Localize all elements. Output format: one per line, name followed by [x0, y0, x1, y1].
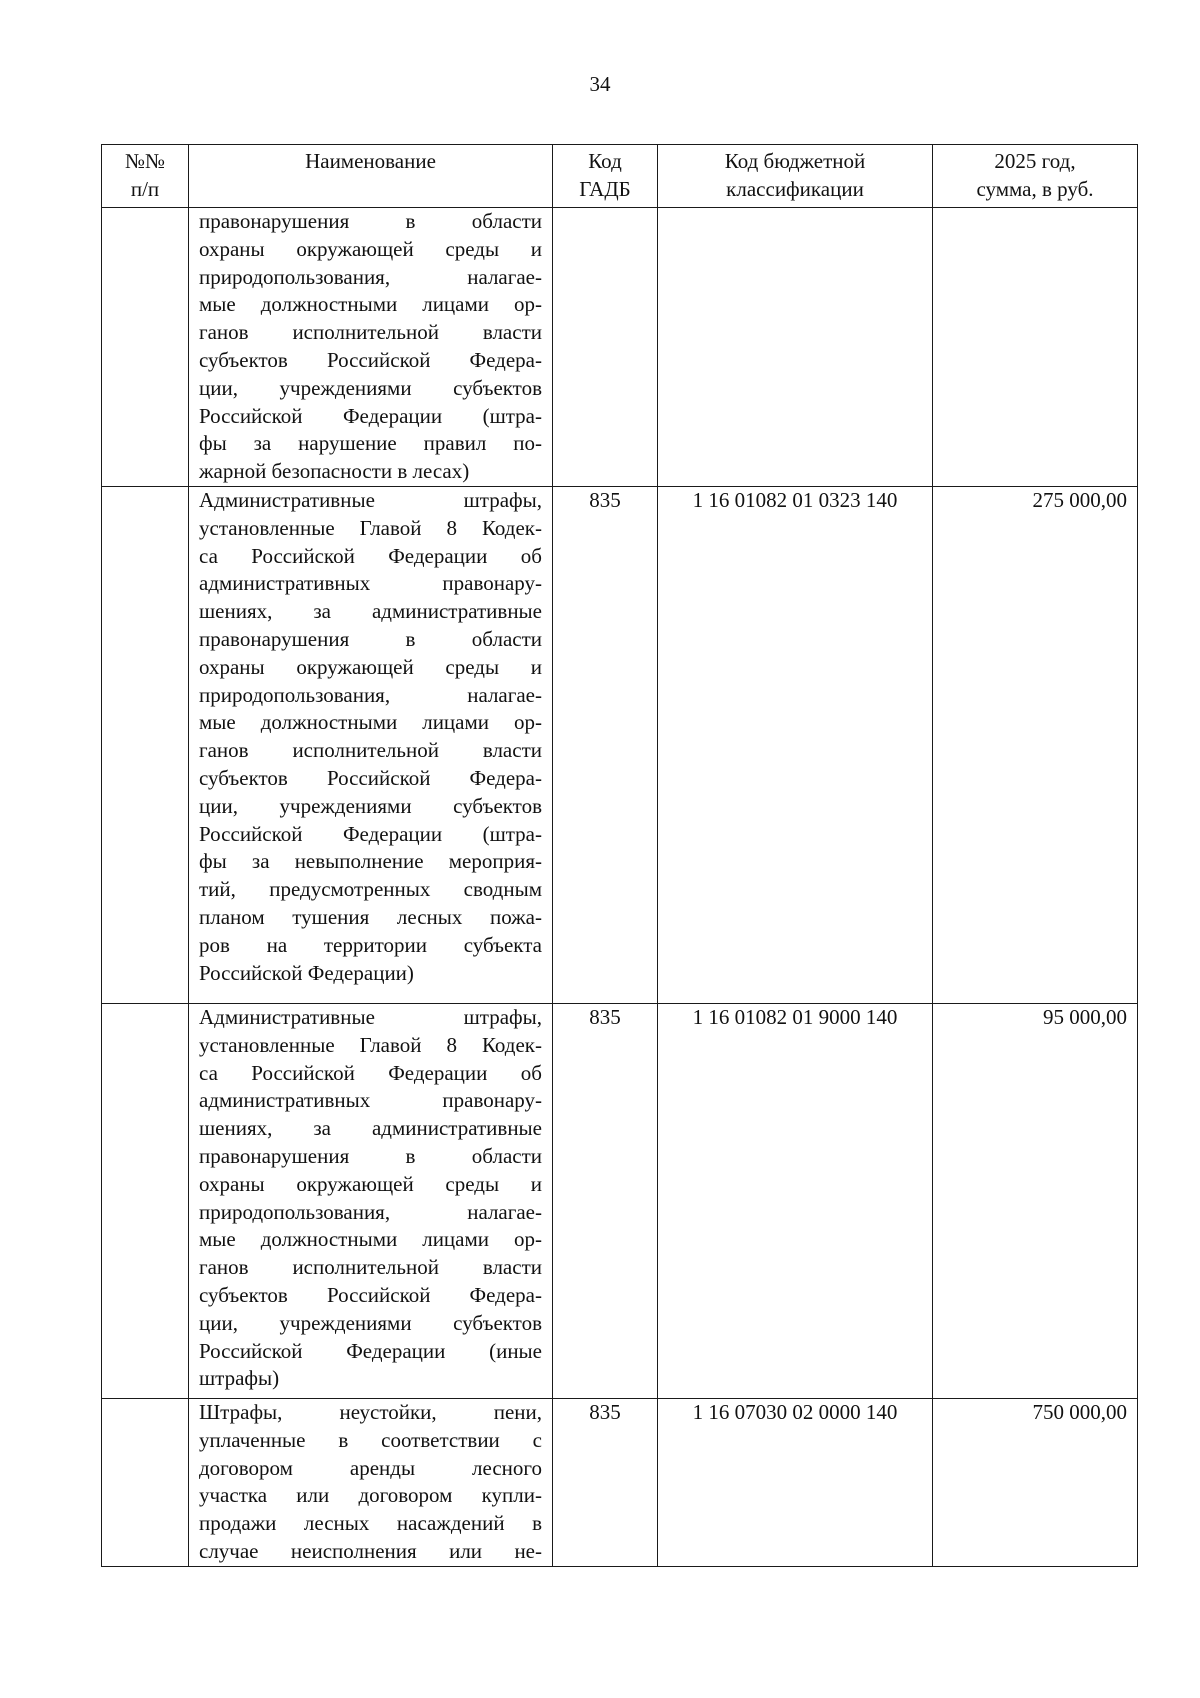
- row-name-line: субъектов Российской Федера-: [199, 347, 542, 372]
- header-kbk: [658, 145, 933, 208]
- row-name-line: правонарушения в области: [199, 209, 542, 233]
- row-name-line: мые должностными лицами ор-: [199, 1227, 542, 1252]
- row-name-cell: [189, 487, 553, 1004]
- row-name-line: ганов исполнительной власти: [199, 1255, 542, 1280]
- header-row: [102, 145, 1138, 208]
- table-header: [102, 145, 1138, 208]
- row-name-line: охраны окружающей среды и: [199, 654, 542, 679]
- row-name-line: фы за нарушение правил по-: [199, 431, 542, 456]
- row-kbk-cell: 1 16 01082 01 0323 140: [658, 487, 933, 1004]
- table-row: [102, 208, 1138, 487]
- header-kbk-line: Код бюджетной: [724, 149, 866, 173]
- row-name-line: ганов исполнительной власти: [199, 320, 542, 345]
- row-name-line: мые должностными лицами ор-: [199, 710, 542, 735]
- row-name-line: субъектов Российской Федера-: [199, 1282, 542, 1307]
- header-amount: [933, 145, 1138, 208]
- row-name-line: ганов исполнительной власти: [199, 738, 542, 763]
- row-name-line: участка или договором купли-: [199, 1483, 542, 1508]
- row-name-line: мые должностными лицами ор-: [199, 292, 542, 317]
- table-row: [102, 1004, 1138, 1399]
- row-name-line: природопользования, налагае-: [199, 264, 542, 289]
- row-name-line: административных правонару-: [199, 1088, 542, 1113]
- row-name-line: Административные штрафы,: [199, 1005, 542, 1029]
- row-kbk-cell: [658, 208, 933, 487]
- row-gadb-cell: [553, 208, 658, 487]
- table-body: [102, 208, 1138, 1567]
- row-name-line: охраны окружающей среды и: [199, 1171, 542, 1196]
- row-name-line: шениях, за административные: [199, 1116, 542, 1141]
- row-amount-cell: 750 000,00: [933, 1399, 1138, 1567]
- row-name-line: охраны окружающей среды и: [199, 236, 542, 261]
- row-name-cell: [189, 1004, 553, 1399]
- row-name-line: природопользования, налагае-: [199, 1199, 542, 1224]
- row-name-line: фы за невыполнение мероприя-: [199, 849, 542, 874]
- header-name-line: Наименование: [305, 149, 436, 173]
- row-name-line: ции, учреждениями субъектов: [199, 793, 542, 818]
- row-gadb-cell: 835: [553, 1399, 658, 1567]
- row-number-cell: [102, 1399, 189, 1567]
- header-gadb: [553, 145, 658, 208]
- row-name-line: Административные штрафы,: [199, 488, 542, 512]
- row-name-line: ров на территории субъекта: [199, 932, 542, 957]
- header-kbk-line: классификации: [726, 177, 864, 201]
- header-amount-line: сумма, в руб.: [976, 177, 1094, 201]
- row-amount-cell: 95 000,00: [933, 1004, 1138, 1399]
- row-number-cell: [102, 1004, 189, 1399]
- row-name-line: административных правонару-: [199, 571, 542, 596]
- row-name-line: правонарушения в области: [199, 626, 542, 651]
- row-name-line: тий, предусмотренных сводным: [199, 877, 542, 902]
- row-amount-cell: [933, 208, 1138, 487]
- row-name-line: установленные Главой 8 Кодек-: [199, 515, 542, 540]
- row-name-line: договором аренды лесного: [199, 1455, 542, 1480]
- row-amount-cell: 275 000,00: [933, 487, 1138, 1004]
- row-name-line: Российской Федерации): [199, 960, 414, 985]
- row-name-line: Российской Федерации (штра-: [199, 403, 542, 428]
- row-gadb-cell: 835: [553, 1004, 658, 1399]
- row-kbk-cell: 1 16 01082 01 9000 140: [658, 1004, 933, 1399]
- row-name-line: са Российской Федерации об: [199, 543, 542, 568]
- header-num: [102, 145, 189, 208]
- header-num-line: п/п: [130, 177, 160, 201]
- row-name-line: жарной безопасности в лесах): [199, 459, 470, 484]
- row-name-line: установленные Главой 8 Кодек-: [199, 1032, 542, 1057]
- header-amount-line: 2025 год,: [994, 149, 1076, 173]
- row-name-line: штрафы): [199, 1366, 280, 1391]
- row-name-line: Российской Федерации (иные: [199, 1338, 542, 1363]
- row-name-cell: [189, 208, 553, 487]
- page-number: 34: [589, 72, 611, 96]
- row-name-line: уплаченные в соответствии с: [199, 1427, 542, 1452]
- row-name-line: ции, учреждениями субъектов: [199, 1310, 542, 1335]
- row-number-cell: [102, 208, 189, 487]
- row-name-line: планом тушения лесных пожа-: [199, 904, 542, 929]
- table-row: [102, 487, 1138, 1004]
- row-name-line: Штрафы, неустойки, пени,: [199, 1400, 542, 1424]
- row-number-cell: [102, 487, 189, 1004]
- row-name-line: случае неисполнения или не-: [199, 1538, 542, 1563]
- row-name-line: шениях, за административные: [199, 599, 542, 624]
- row-name-line: продажи лесных насаждений в: [199, 1511, 542, 1536]
- header-name: [189, 145, 553, 208]
- header-num-line: №№: [124, 149, 166, 173]
- row-gadb-cell: 835: [553, 487, 658, 1004]
- row-name-cell: [189, 1399, 553, 1567]
- row-kbk-cell: 1 16 07030 02 0000 140: [658, 1399, 933, 1567]
- row-name-line: са Российской Федерации об: [199, 1060, 542, 1085]
- header-gadb-line: ГАДБ: [579, 177, 631, 201]
- row-name-line: правонарушения в области: [199, 1143, 542, 1168]
- row-name-line: природопользования, налагае-: [199, 682, 542, 707]
- header-gadb-line: Код: [588, 149, 622, 173]
- row-name-line: субъектов Российской Федера-: [199, 765, 542, 790]
- row-name-line: Российской Федерации (штра-: [199, 821, 542, 846]
- table-row: [102, 1399, 1138, 1567]
- row-name-line: ции, учреждениями субъектов: [199, 375, 542, 400]
- budget-revenue-table: [101, 144, 1138, 1567]
